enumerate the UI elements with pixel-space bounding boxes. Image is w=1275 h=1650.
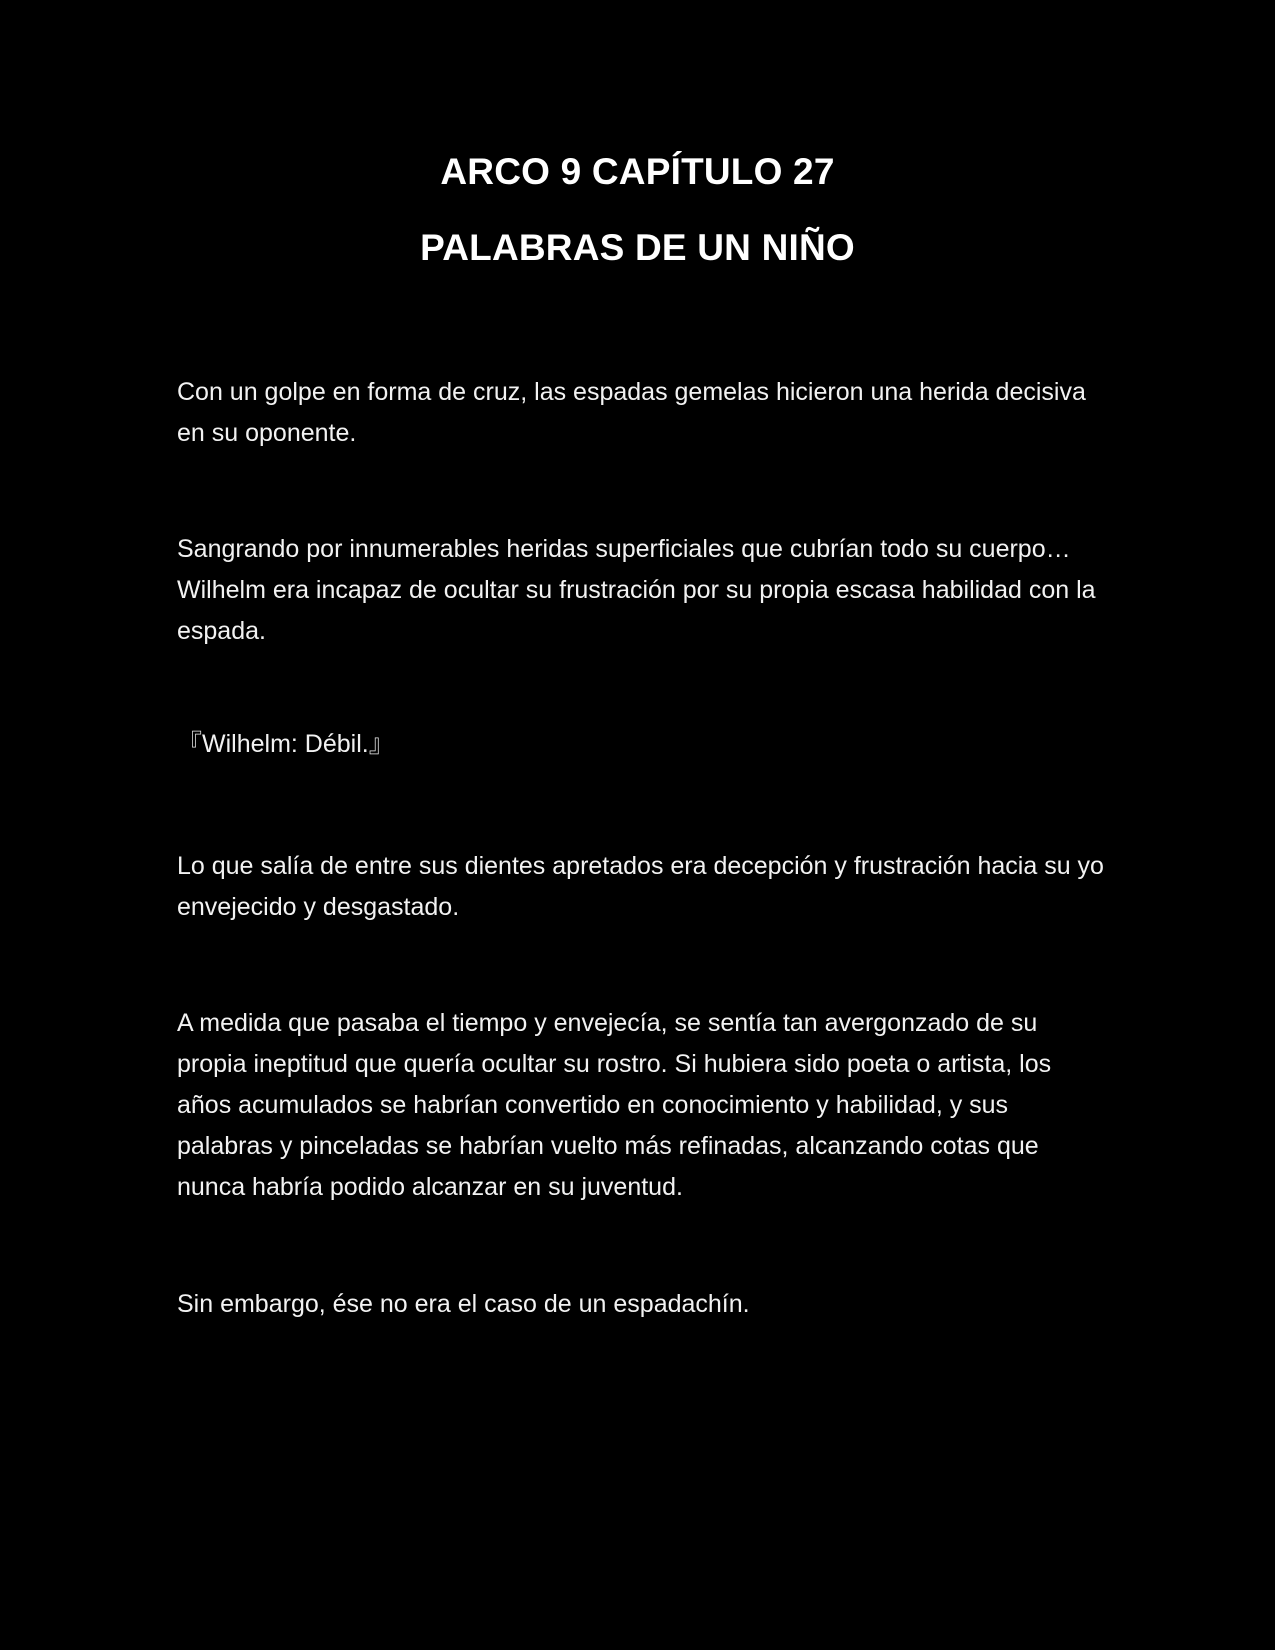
paragraph: A medida que pasaba el tiempo y envejecía, se sentía tan avergonzado de su propia ineptitud que quería ocultar su rostro. Si hubiera sido poeta o artista, los años acumulados se habrían convertido en conocimiento y habilidad, y sus palabras y pinceladas se habrían vuelto más refinadas, alcanzando cotas que nunca habría podido alcanzar en su juventud. — [177, 1009, 1052, 1201]
dialogue-paragraph: 『Wilhelm: Débil.』 — [177, 730, 394, 758]
chapter-title: PALABRAS DE UN NIÑO — [420, 227, 855, 268]
paragraph: Lo que salía de entre sus dientes apretados era decepción y frustración hacia su yo envejecido y desgastado. — [177, 852, 1104, 921]
paragraph: Sin embargo, ése no era el caso de un espadachín. — [177, 1290, 750, 1318]
paragraph: Sangrando por innumerables heridas superficiales que cubrían todo su cuerpo… Wilhelm era incapaz de ocultar su frustración por su propia escasa habilidad con la espada. — [177, 535, 1096, 645]
chapter-heading: ARCO 9 CAPÍTULO 27 — [440, 151, 835, 192]
paragraph: Con un golpe en forma de cruz, las espadas gemelas hicieron una herida decisiva en su oponente. — [177, 378, 1086, 447]
